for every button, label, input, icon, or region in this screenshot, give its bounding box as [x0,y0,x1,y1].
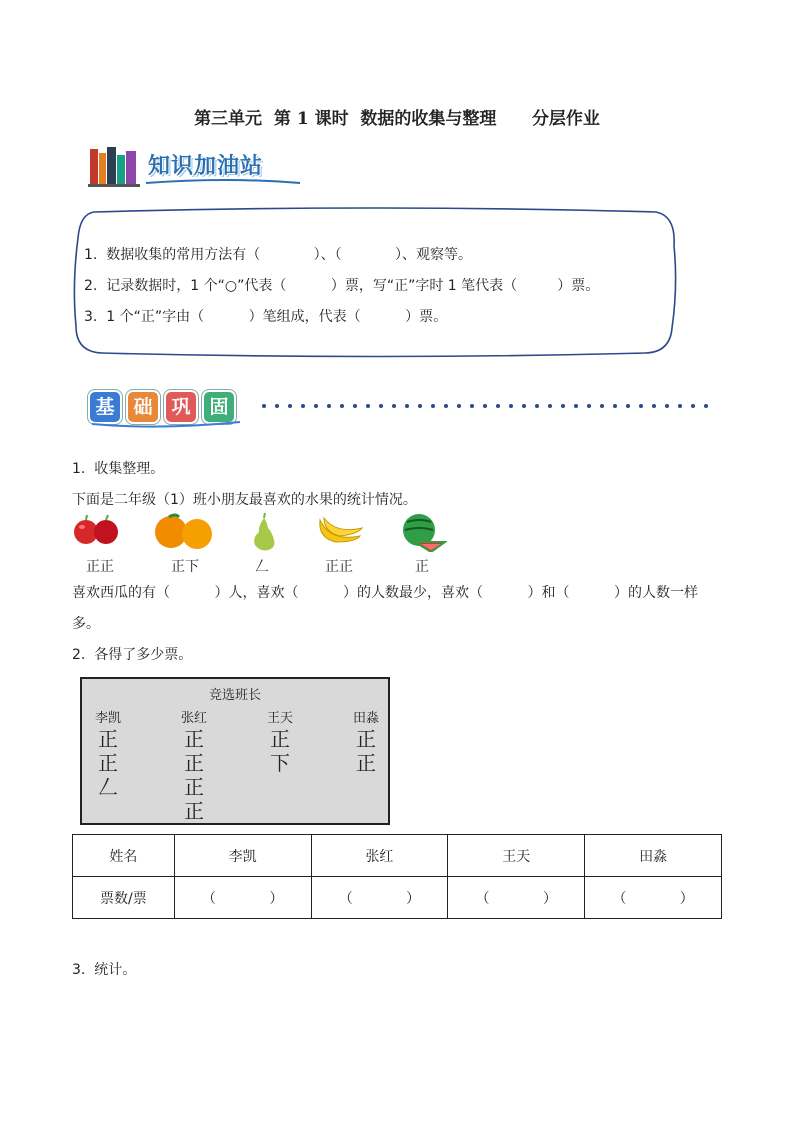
table-cell: 张红 [311,835,448,877]
watermelon-icon [401,512,447,552]
tally-mark: 正 [184,727,204,751]
q1-intro: 下面是二年级（1）班小朋友最喜欢的水果的统计情况。 [72,492,417,508]
knowledge-station-banner [88,143,308,191]
tally-mark: 正 [184,751,204,775]
answer-blank[interactable]: （ ） [585,877,722,919]
orange-icon [153,512,215,550]
q1-question-line-1: 喜欢西瓜的有（ ）人，喜欢（ ）的人数最少，喜欢（ ）和（ ）的人数一样 [72,585,699,601]
knowledge-line-2: 2. 记录数据时，1 个“○”代表（ ）票，写“正”字时 1 笔代表（ ）票。 [84,278,600,294]
basic-practice-banner [80,382,720,432]
tally-mark: 𠃋 [98,775,118,799]
apple-tally: 正正 [86,559,114,575]
table-cell: 李凯 [174,835,311,877]
heading-tile-3: 巩 [164,390,198,424]
election-tally-box [80,677,390,825]
table-cell: 田淼 [585,835,722,877]
heading-tile-4: 固 [202,390,236,424]
orange-tally: 正下 [171,559,199,575]
candidate-name: 田淼 [352,711,379,726]
apple-icon [72,512,122,548]
tally-mark: 正 [184,799,204,823]
page-title: 第三单元 第 1 课时 数据的收集与整理 分层作业 [194,109,600,129]
tally-mark: 正 [98,751,118,775]
knowledge-line-1: 1. 数据收集的常用方法有（ ）、（ ）、观察等。 [84,247,473,263]
q3-label: 3. 统计。 [72,962,137,978]
tally-mark: 正 [270,727,290,751]
banana-icon [316,512,364,548]
pear-icon [250,512,278,552]
tally-mark: 下 [270,751,290,775]
knowledge-station-heading: 知识加油站 [148,154,264,179]
candidate-name: 王天 [266,711,293,726]
table-cell: 票数/票 [73,877,175,919]
tally-mark: 正 [184,775,204,799]
answer-blank[interactable]: （ ） [311,877,448,919]
banner-underline [88,143,328,191]
table-row [73,877,722,919]
answer-blank[interactable]: （ ） [448,877,585,919]
table-header-row [73,835,722,877]
dotted-divider [80,382,720,432]
tally-mark: 正 [98,727,118,751]
candidate-tally-zhang [174,727,214,823]
table-cell: 姓名 [73,835,175,877]
watermelon-tally: 正 [415,559,429,575]
table-cell: 王天 [448,835,585,877]
q1-question-line-2: 多。 [72,616,100,632]
heading-tile-2: 础 [126,390,160,424]
candidate-tally-wang [260,727,300,775]
banana-tally: 正正 [325,559,353,575]
candidate-name: 张红 [180,711,207,726]
heading-tile-1: 基 [88,390,122,424]
election-box-title: 竞选班长 [208,688,261,703]
candidate-tally-li [88,727,128,799]
candidate-name: 李凯 [94,711,121,726]
tally-mark: 正 [356,727,376,751]
answer-blank[interactable]: （ ） [174,877,311,919]
votes-table [72,834,722,919]
q2-label: 2. 各得了多少票。 [72,647,193,663]
knowledge-line-3: 3. 1 个“正”字由（ ）笔组成，代表（ ）票。 [84,309,448,325]
tally-mark: 正 [356,751,376,775]
candidate-tally-tian [346,727,386,775]
pear-tally: 𠃋 [255,559,269,575]
q1-label: 1. 收集整理。 [72,461,165,477]
